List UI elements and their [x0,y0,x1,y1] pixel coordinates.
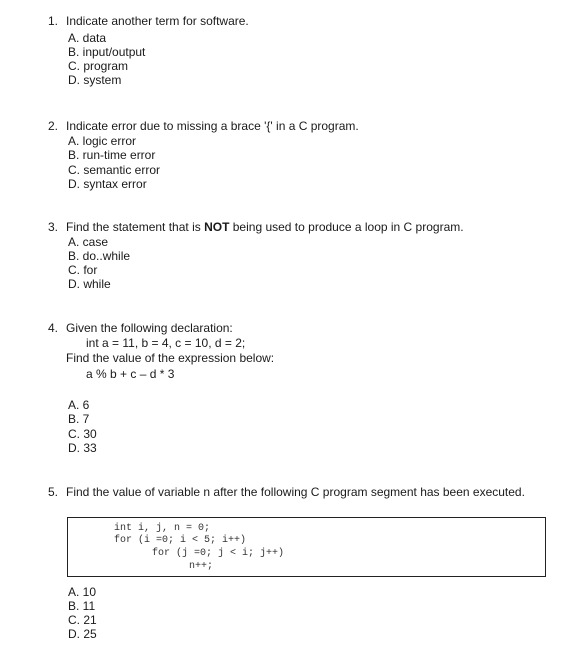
question-text-end: being used to produce a loop in C program. [229,220,464,234]
declaration: int a = 11, b = 4, c = 10, d = 2; [86,336,246,350]
option-a: A. logic error [68,134,137,148]
expression: a % b + c – d * 3 [86,367,175,381]
question-number: 4. [48,321,59,335]
question-text-start: Find the statement that is [66,220,205,234]
code-line: n++; [189,561,214,572]
question-number: 1. [48,14,59,28]
option-d: D. while [68,277,111,291]
code-line: for (j =0; j < i; j++) [152,548,285,559]
option-b: B. run-time error [68,148,156,162]
option-b: B. 11 [68,599,96,613]
option-c: C. 21 [68,613,97,627]
option-a: A. case [68,235,109,249]
code-block [67,517,546,577]
code-line: for (i =0; i < 5; i++) [114,535,247,546]
option-a: A. 6 [68,398,90,412]
question-text: Given the following declaration: [66,321,233,335]
question-text-2: Find the value of the expression below: [66,351,275,365]
option-a: A. data [68,31,107,45]
question-number: 5. [48,485,59,499]
option-c: C. 30 [68,427,97,441]
option-b: B. do..while [68,249,131,263]
option-d: D. syntax error [68,177,147,191]
option-c: C. program [68,59,129,73]
option-d: D. 25 [68,627,97,641]
question-number: 3. [48,220,59,234]
option-d: D. system [68,73,122,87]
option-b: B. 7 [68,412,90,426]
option-b: B. input/output [68,45,146,59]
question-text: Indicate another term for software. [66,14,249,28]
question-number: 2. [48,119,59,133]
option-d: D. 33 [68,441,97,455]
option-c: C. semantic error [68,163,161,177]
question-text: Indicate error due to missing a brace '{' in a C program. [66,119,359,133]
code-line: int i, j, n = 0; [114,523,211,534]
question-text [66,220,464,234]
option-c: C. for [68,263,98,277]
question-text: Find the value of variable n after the following C program segment has been executed. [66,485,525,499]
emphasis-not: NOT [204,220,230,234]
option-a: A. 10 [68,585,97,599]
